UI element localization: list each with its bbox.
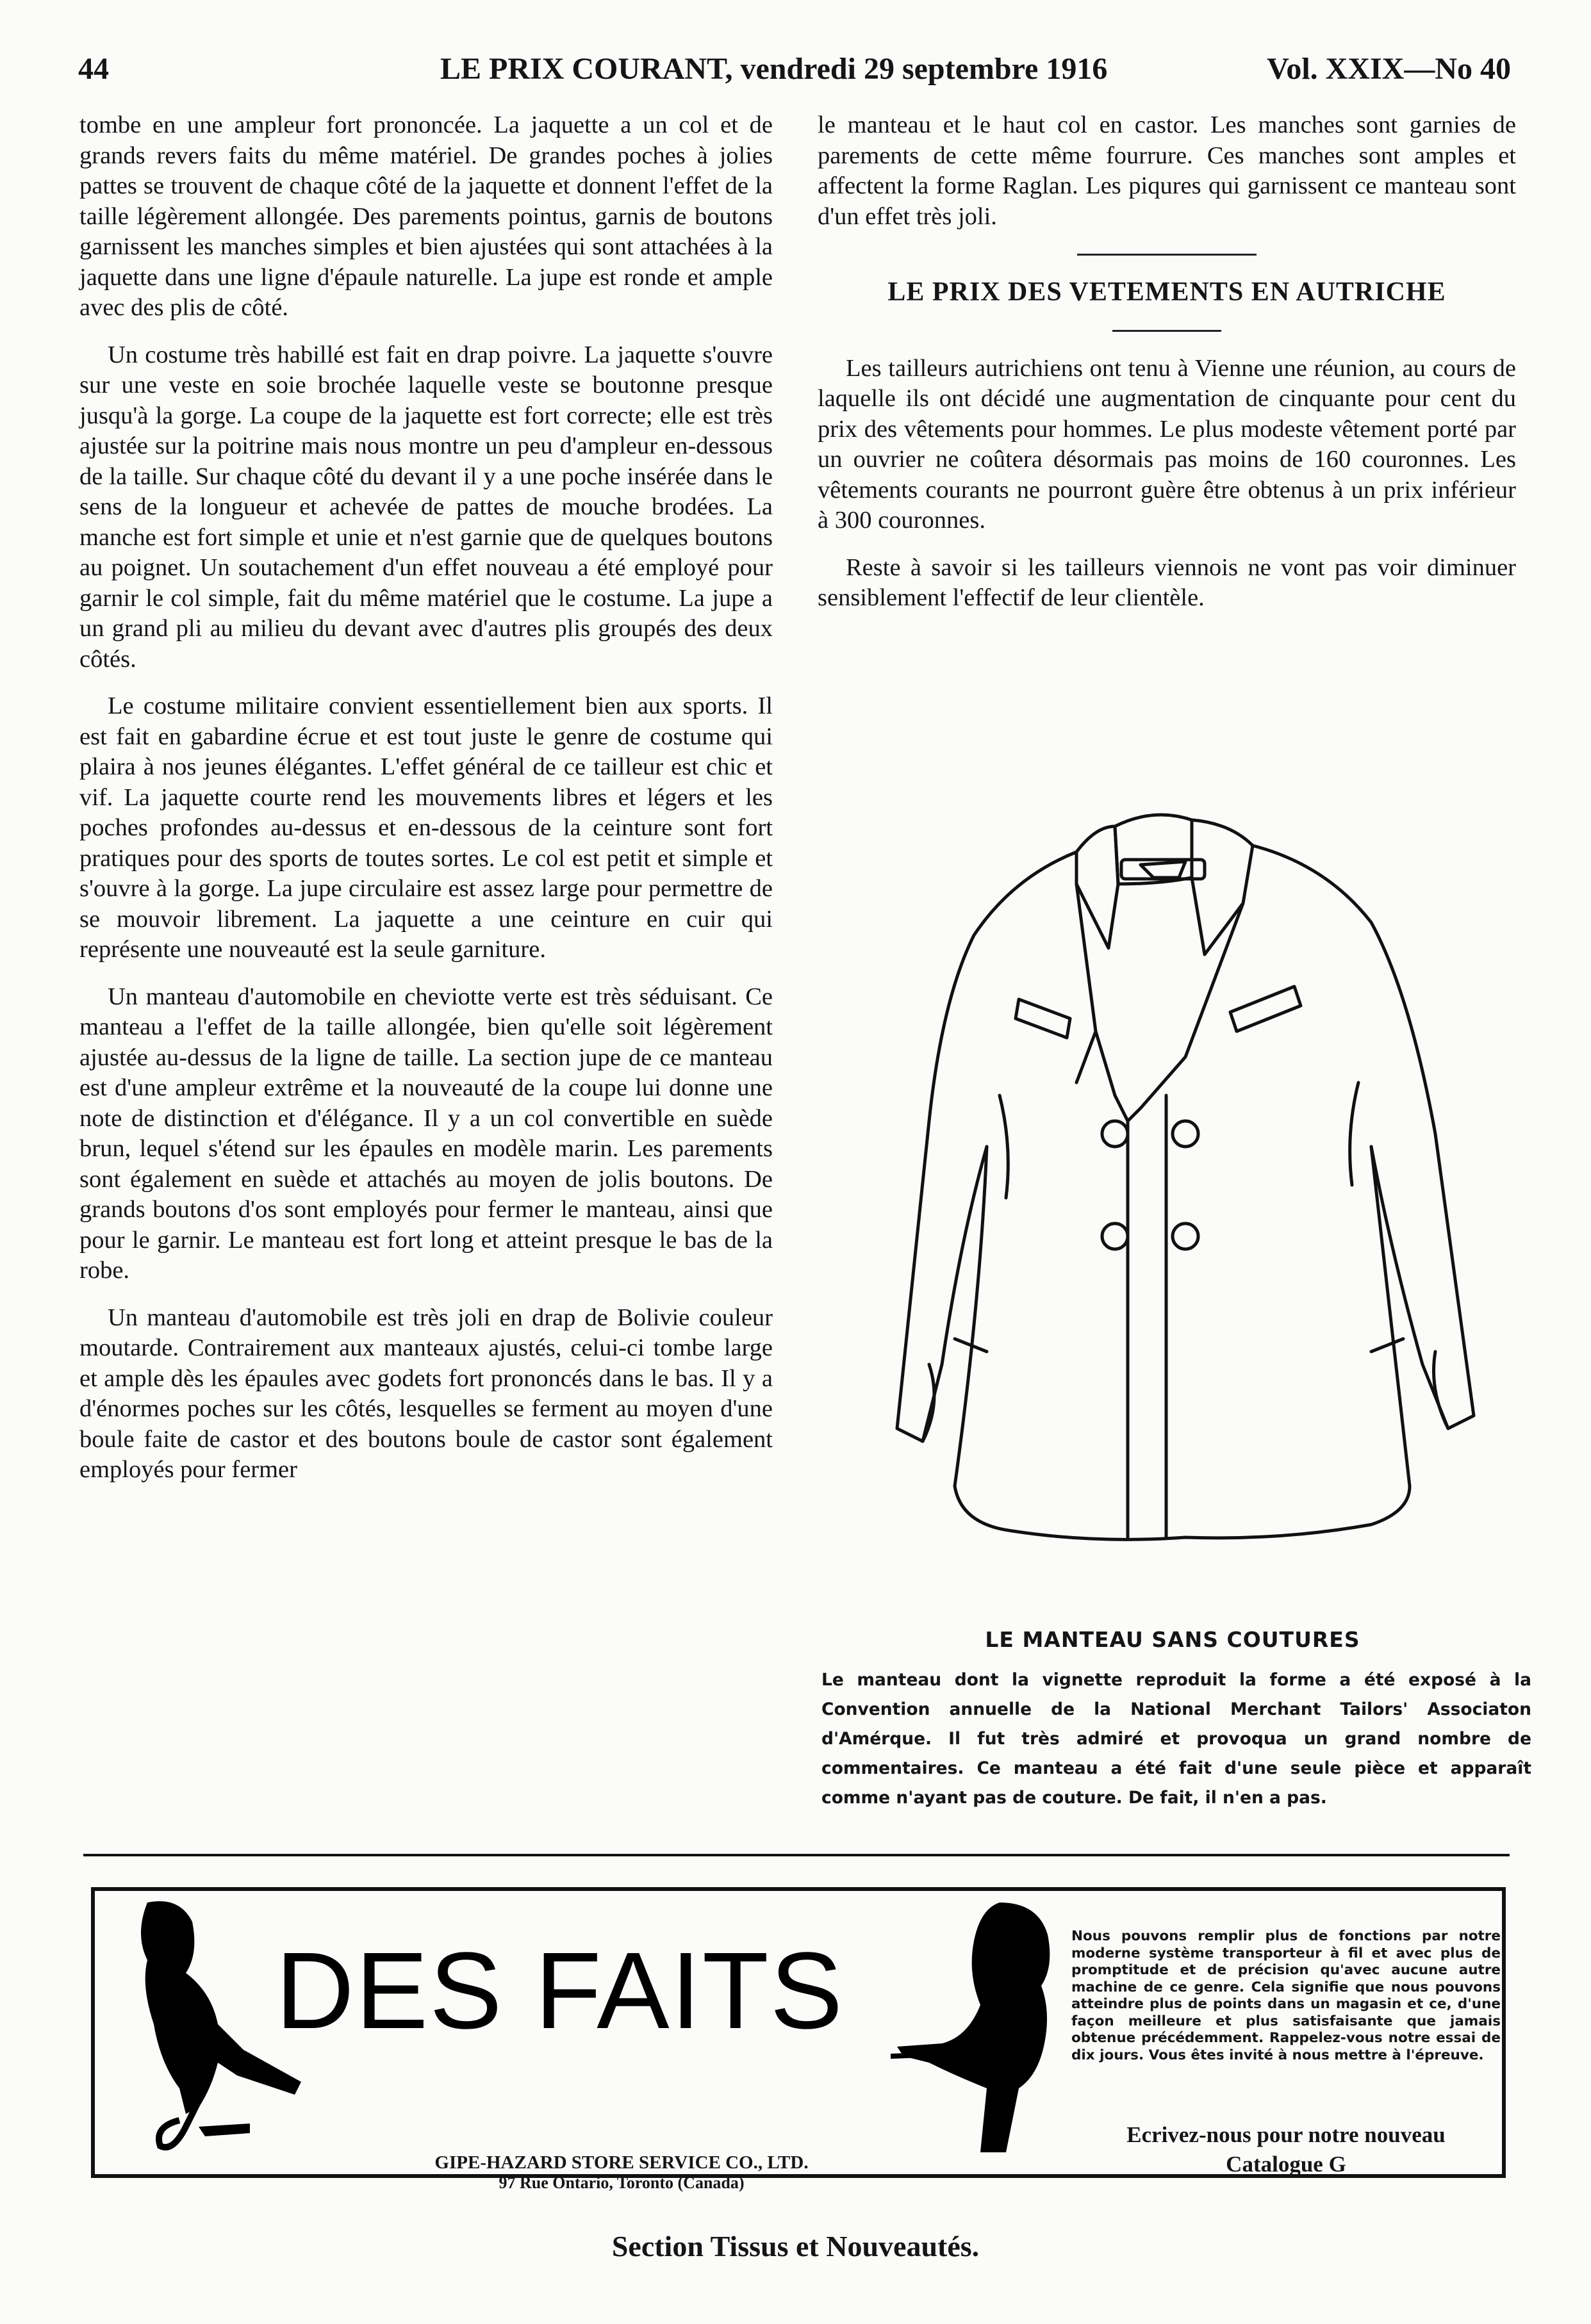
cta-line: Ecrivez-nous pour notre nouveau <box>1126 2122 1446 2147</box>
right-column <box>818 110 1516 630</box>
ad-company <box>333 2152 910 2193</box>
article-paragraph: Un costume très habillé est fait en drap poivre. La jaquette s'ouvre sur une veste en soie brochée laquelle veste se boutonne presque jusqu'à la gorge. La coupe de la jaquette est fort correcte; elle est très ajustée sur la poitrine mais nous montre un peu d'ampleur en-dessous de la taille. Sur chaque côté du devant il y a une poche insérée dans le sens de la longueur et achevée de pattes de mouche brodées. La manche est fort simple et unie et n'est garnie que de quelques boutons au poignet. Un soutachement d'un effet nouveau a été employé pour garnir le col simple, fait du même matériel que le costume. La jupe a un grand pli au milieu du devant avec d'autres plis groupés des deux côtés. <box>79 341 773 673</box>
page-footer: Section Tissus et Nouveautés. <box>611 2230 980 2263</box>
ad-body: Nous pouvons remplir plus de fonctions par notre moderne système transporteur à fil et avec plus de promptitude et de précision qu'avec aucune autre machine de ce genre. Cela signifie que nous pouvons atteindre plus de points dans un magasin et ce, d'une façon meilleure et plus satisfaisante que jamais obtenue précédemment. Rappelez-vous notre essai de dix jours. Vous êtes invité à nous mettre à l'épreuve. <box>1071 1928 1501 2063</box>
article-paragraph: Un manteau d'automobile en cheviotte verte est très séduisant. Ce manteau a l'effet de la taille allongée, bien qu'elle soit légèrement ajustée au-dessus de la ligne de taille. La section jupe de ce manteau est d'une ampleur extrême et la nouveauté de la coupe lui donne une note de distinction et d'élégance. Il y a un col convertible en suède brun, lequel s'étend sur les épaules en modèle marin. Les parements sont également en suède et attachés au moyen de jolis boutons. De grands boutons d'os sont employés pour fermer le manteau, ainsi que pour le garnir. Le manteau est fort long et atteint presque le bas de la robe. <box>79 983 773 1284</box>
volume-number: Vol. XXIX—No 40 <box>1267 52 1511 86</box>
ad-call-to-action <box>1071 2120 1501 2179</box>
article-paragraph: Les tailleurs autrichiens ont tenu à Vienne une réunion, au cours de laquelle ils ont décidé une augmentation de cinquante pour cent du prix des vêtements pour hommes. Le plus modeste vêtement porté par un ouvrier ne coûtera désormais pas moins de 160 couronnes. Les vêtements courants ne pourront guère être obtenus à un prix inférieur à 300 couronnes. <box>818 354 1516 534</box>
page-header <box>78 51 1511 96</box>
man-silhouette-right <box>891 1896 1070 2165</box>
left-column <box>79 110 773 1502</box>
divider <box>1112 330 1221 332</box>
section-heading: LE PRIX DES VETEMENTS EN AUTRICHE <box>887 277 1446 307</box>
illustration-caption-title: LE MANTEAU SANS COUTURES <box>985 1627 1360 1652</box>
ad-headline: DES FAITS <box>276 1930 845 2052</box>
page-number: 44 <box>78 52 109 86</box>
article-paragraph: Un manteau d'automobile est très joli en drap de Bolivie couleur moutarde. Contrairement aux manteaux ajustés, celui-ci tombe large et ample dès les épaules avec godets fort prononcés dans le bas. Il y a d'énormes poches sur les côtés, lesquelles se ferment au moyen d'une boule faite de castor et des boutons boule de castor sont également employés pour fermer <box>79 1304 773 1483</box>
article-paragraph: Le costume militaire convient essentiellement bien aux sports. Il est fait en gabardine écrue et est tout juste le genre de costume qui plaira à nos jeunes élégantes. L'effet général de ce tailleur est chic et vif. La jaquette courte rend les mouvements libres et légers et les poches profondes au-dessus et en-dessous de la ceinture sont fort pratiques pour des sports de toutes sortes. Le col est petit et simple et s'ouvre à la gorge. La jupe circulaire est assez large pour permettre de se mouvoir librement. La jaquette a une ceinture en cuir qui représente une nouveauté est la seule garniture. <box>79 692 773 963</box>
article-paragraph: tombe en une ampleur fort prononcée. La jaquette a un col et de grands revers faits du même matériel. De grandes poches à jolies pattes se trouvent de chaque côté de la jaquette et donnent l'effet de la taille légèrement allongée. Des parements pointus, garnis de boutons garnissent les manches simples et bien ajustées qui sont attachées à la jaquette dans une ligne d'épaule naturelle. La jupe est ronde et ample avec des plis de côté. <box>79 111 773 321</box>
divider <box>1077 254 1257 256</box>
catalogue-line: Catalogue G <box>1226 2152 1346 2177</box>
company-name: GIPE-HAZARD STORE SERVICE CO., LTD. <box>434 2152 809 2173</box>
publication-title: LE PRIX COURANT, vendredi 29 septembre 1916 <box>440 52 1108 86</box>
article-paragraph: Reste à savoir si les tailleurs viennois ne vont pas voir diminuer sensiblement l'effectif de leur clientèle. <box>818 553 1516 611</box>
section-divider <box>83 1854 1510 1856</box>
illustration-caption: Le manteau dont la vignette reproduit la forme a été exposé à la Convention annuelle de la National Merchant Tailors' Associaton d'Amérque. Il fut très admiré et provoqua un grand nombre de commentaires. Ce manteau a été fait d'une seule pièce et apparaît comme n'ayant pas de couture. De fait, il n'en a pas. <box>821 1670 1531 1808</box>
article-continuation: le manteau et le haut col en castor. Les manches sont garnies de parements de cette même fourrure. Ces manches sont amples et affectent la forme Raglan. Les piqures qui garnissent ce manteau sont d'un effet très joli. <box>818 111 1516 230</box>
overcoat-illustration <box>884 788 1487 1589</box>
company-address: 97 Rue Ontario, Toronto (Canada) <box>499 2173 745 2192</box>
